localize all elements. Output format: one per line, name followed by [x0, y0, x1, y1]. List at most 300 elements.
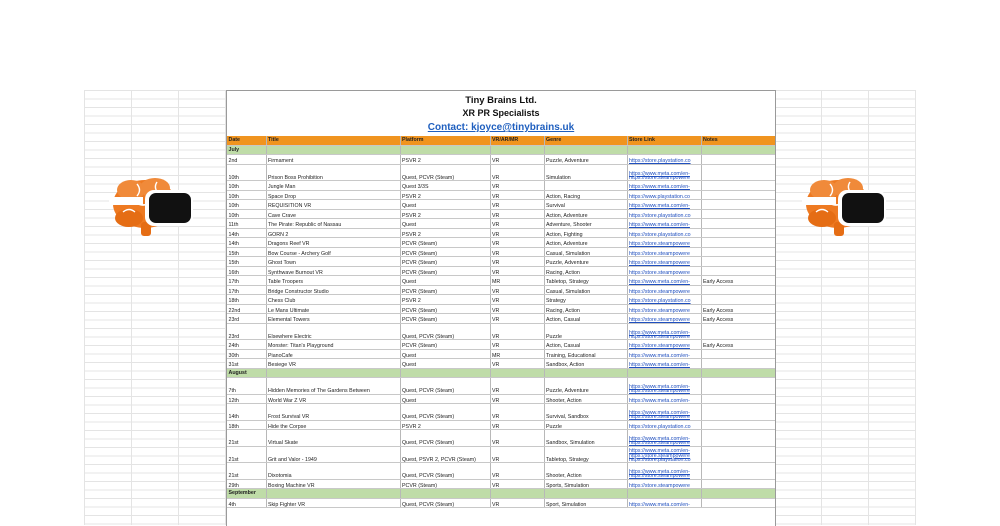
cell-type: VR: [490, 446, 544, 463]
table-row: [227, 295, 775, 305]
store-link[interactable]: https://store.steampowere: [629, 241, 690, 247]
month-filler-cell: [627, 368, 701, 378]
month-filler-cell: [544, 368, 627, 378]
cell-title: Bow Course - Archery Golf: [266, 247, 400, 257]
background-grid-left: [84, 90, 226, 525]
cell-genre: Survival, Sandbox: [544, 404, 627, 421]
cell-title: Bridge Constructor Studio: [266, 285, 400, 295]
store-link[interactable]: https://store.steampowere: [629, 174, 690, 181]
store-link[interactable]: https://www.meta.com/en-: [629, 329, 690, 336]
cell-notes: [701, 295, 775, 305]
cell-type: VR: [490, 181, 544, 191]
cell-store-link: [627, 349, 701, 359]
store-link[interactable]: https://store.steampowere: [629, 288, 690, 295]
cell-date: 30th: [227, 349, 266, 359]
store-link[interactable]: https://www.meta.com/en-: [629, 436, 690, 443]
cell-store-link: [627, 228, 701, 238]
cell-notes: [701, 219, 775, 229]
cell-genre: Casual, Simulation: [544, 247, 627, 257]
cell-title: Hidden Memories of The Gardens Between: [266, 378, 400, 395]
cell-type: VR: [490, 266, 544, 276]
store-link[interactable]: https://store.playstation.co: [629, 212, 691, 219]
release-schedule-sheet: [226, 90, 776, 526]
cell-genre: Strategy: [544, 295, 627, 305]
store-link[interactable]: https://www.meta.com/en-: [629, 352, 690, 359]
cell-platform: PSVR 2: [400, 190, 490, 200]
cell-store-link: [627, 430, 701, 447]
cell-title: Virtual Skate: [266, 430, 400, 447]
cell-type: VR: [490, 340, 544, 350]
release-table: [227, 136, 776, 508]
cell-genre: Simulation: [544, 164, 627, 181]
cell-date: 10th: [227, 200, 266, 210]
cell-store-link: [627, 190, 701, 200]
store-link[interactable]: https://www.meta.com/en-: [629, 279, 690, 285]
cell-date: 18th: [227, 420, 266, 430]
cell-date: 14th: [227, 238, 266, 248]
cell-genre: Action, Fighting: [544, 228, 627, 238]
store-link[interactable]: https://www.meta.com/en-: [629, 184, 690, 190]
cell-title: Elemental Towers: [266, 314, 400, 324]
table-row: [227, 340, 775, 350]
cell-genre: Sandbox, Action: [544, 359, 627, 369]
contact-email-link[interactable]: Contact: kjoyce@tinybrains.uk: [427, 122, 575, 133]
table-row: [227, 181, 775, 191]
cell-store-link: [627, 359, 701, 369]
cell-platform: Quest: [400, 394, 490, 404]
cell-store-link: [627, 219, 701, 229]
cell-title: Frost Survival VR: [266, 404, 400, 421]
month-filler-cell: [701, 368, 775, 378]
month-filler-cell: [544, 145, 627, 155]
cell-platform: PSVR 2: [400, 420, 490, 430]
cell-type: VR: [490, 304, 544, 314]
cell-platform: PSVR 2: [400, 228, 490, 238]
cell-notes: [701, 155, 775, 165]
cell-date: 14th: [227, 228, 266, 238]
cell-title: Besiege VR: [266, 359, 400, 369]
cell-platform: PCVR (Steam): [400, 479, 490, 489]
cell-store-link: [627, 247, 701, 257]
store-link[interactable]: https://www.meta.com/en-: [629, 448, 690, 455]
column-header: Title: [266, 136, 400, 145]
month-label: September: [227, 489, 266, 499]
cell-store-link: [627, 155, 701, 165]
cell-notes: [701, 479, 775, 489]
cell-notes: [701, 266, 775, 276]
cell-store-link: [627, 200, 701, 210]
cell-date: 29th: [227, 479, 266, 489]
cell-date: 15th: [227, 257, 266, 267]
store-link[interactable]: https://store.steampowere: [629, 388, 690, 394]
cell-date: 31st: [227, 359, 266, 369]
cell-platform: PSVR 2: [400, 209, 490, 219]
cell-date: 17th: [227, 276, 266, 286]
table-row: [227, 446, 775, 463]
cell-title: Dixotomia: [266, 463, 400, 480]
cell-genre: Puzzle, Adventure: [544, 257, 627, 267]
cell-genre: [544, 181, 627, 191]
cell-title: Firmament: [266, 155, 400, 165]
cell-platform: Quest: [400, 219, 490, 229]
cell-platform: Quest, PCVR (Steam): [400, 378, 490, 395]
cell-notes: [701, 349, 775, 359]
column-header: Platform: [400, 136, 490, 145]
cell-date: 15th: [227, 247, 266, 257]
cell-type: VR: [490, 404, 544, 421]
cell-platform: Quest: [400, 200, 490, 210]
month-row: [227, 368, 775, 378]
month-filler-cell: [400, 145, 490, 155]
cell-type: VR: [490, 238, 544, 248]
cell-date: 24th: [227, 340, 266, 350]
cell-store-link: [627, 209, 701, 219]
table-row: [227, 164, 775, 181]
cell-notes: [701, 404, 775, 421]
cell-title: Boxing Machine VR: [266, 479, 400, 489]
store-link[interactable]: https://store.playstation.co: [629, 456, 691, 463]
cell-date: 7th: [227, 378, 266, 395]
cell-date: 18th: [227, 295, 266, 305]
company-subtitle: XR PR Specialists: [462, 108, 540, 118]
cell-date: 10th: [227, 164, 266, 181]
cell-date: 23rd: [227, 314, 266, 324]
cell-platform: Quest 3/3S: [400, 181, 490, 191]
cell-genre: Racing, Action: [544, 304, 627, 314]
table-row: [227, 266, 775, 276]
cell-notes: [701, 323, 775, 340]
store-link[interactable]: https://www.meta.com/en-: [629, 222, 690, 228]
month-filler-cell: [701, 145, 775, 155]
cell-platform: PCVR (Steam): [400, 304, 490, 314]
cell-type: VR: [490, 209, 544, 219]
cell-date: 10th: [227, 190, 266, 200]
cell-notes: [701, 285, 775, 295]
cell-store-link: [627, 498, 701, 508]
cell-date: 22nd: [227, 304, 266, 314]
month-label: August: [227, 368, 266, 378]
cell-title: Le Mans Ultimate: [266, 304, 400, 314]
store-link[interactable]: https://store.steampowere: [629, 269, 690, 276]
cell-date: 21st: [227, 430, 266, 447]
store-link[interactable]: https://store.steampowere: [629, 452, 690, 459]
cell-platform: PSVR 2: [400, 155, 490, 165]
cell-notes: [701, 181, 775, 191]
store-link[interactable]: https://www.meta.com/en-: [629, 362, 690, 368]
cell-title: Hide the Corpse: [266, 420, 400, 430]
table-row: [227, 228, 775, 238]
table-row: [227, 209, 775, 219]
cell-platform: PCVR (Steam): [400, 238, 490, 248]
cell-type: MR: [490, 276, 544, 286]
cell-title: Space Drop: [266, 190, 400, 200]
cell-platform: Quest, PCVR (Steam): [400, 164, 490, 181]
cell-platform: PCVR (Steam): [400, 285, 490, 295]
table-row: [227, 304, 775, 314]
month-filler-cell: [266, 368, 400, 378]
store-link[interactable]: https://www.playstation.co: [629, 193, 690, 200]
cell-genre: Puzzle, Adventure: [544, 378, 627, 395]
table-row: [227, 420, 775, 430]
table-row: [227, 359, 775, 369]
cell-type: VR: [490, 498, 544, 508]
table-row: [227, 314, 775, 324]
company-name: Tiny Brains Ltd.: [465, 95, 537, 106]
cell-genre: Casual, Simulation: [544, 285, 627, 295]
table-row: [227, 404, 775, 421]
cell-platform: Quest, PCVR (Steam): [400, 463, 490, 480]
cell-store-link: [627, 164, 701, 181]
cell-store-link: [627, 340, 701, 350]
cell-notes: [701, 257, 775, 267]
cell-genre: Action, Adventure: [544, 209, 627, 219]
month-row: [227, 489, 775, 499]
table-row: [227, 276, 775, 286]
cell-title: GORN 2: [266, 228, 400, 238]
cell-title: Elsewhere Electric: [266, 323, 400, 340]
cell-title: Grit and Valor - 1949: [266, 446, 400, 463]
table-row: [227, 323, 775, 340]
table-row: [227, 285, 775, 295]
store-link[interactable]: https://store.steampowere: [629, 250, 690, 257]
cell-notes: [701, 498, 775, 508]
month-filler-cell: [490, 145, 544, 155]
month-filler-cell: [266, 489, 400, 499]
month-label: July: [227, 145, 266, 155]
cell-type: VR: [490, 394, 544, 404]
cell-notes: [701, 247, 775, 257]
cell-store-link: [627, 314, 701, 324]
cell-notes: [701, 190, 775, 200]
cell-date: 2nd: [227, 155, 266, 165]
cell-title: Cave Crave: [266, 209, 400, 219]
cell-store-link: [627, 404, 701, 421]
column-header: Notes: [701, 136, 775, 145]
cell-notes: [701, 446, 775, 463]
cell-genre: Tabletop, Strategy: [544, 446, 627, 463]
cell-store-link: [627, 394, 701, 404]
column-header: Store Link: [627, 136, 701, 145]
store-link[interactable]: https://www.meta.com/en-: [629, 469, 690, 476]
store-link[interactable]: https://store.steampowere: [629, 260, 690, 266]
cell-notes: [701, 228, 775, 238]
store-link[interactable]: https://store.steampowere: [629, 343, 690, 349]
cell-store-link: [627, 378, 701, 395]
cell-type: VR: [490, 285, 544, 295]
cell-platform: Quest, PCVR (Steam): [400, 498, 490, 508]
cell-genre: Action, Casual: [544, 340, 627, 350]
cell-genre: Puzzle: [544, 323, 627, 340]
table-row: [227, 238, 775, 248]
cell-genre: Adventure, Shooter: [544, 219, 627, 229]
cell-genre: Puzzle: [544, 420, 627, 430]
cell-platform: PCVR (Steam): [400, 266, 490, 276]
cell-notes: Early Access: [701, 314, 775, 324]
cell-store-link: [627, 420, 701, 430]
cell-store-link: [627, 295, 701, 305]
month-filler-cell: [490, 489, 544, 499]
cell-type: VR: [490, 430, 544, 447]
cell-genre: Sandbox, Simulation: [544, 430, 627, 447]
cell-store-link: [627, 257, 701, 267]
cell-platform: Quest, PCVR (Steam): [400, 323, 490, 340]
store-link[interactable]: https://www.meta.com/en-: [629, 397, 690, 404]
cell-platform: PCVR (Steam): [400, 257, 490, 267]
cell-type: VR: [490, 228, 544, 238]
cell-title: Prison Boss Prohibition: [266, 164, 400, 181]
cell-date: 14th: [227, 404, 266, 421]
background-grid-right: [774, 90, 916, 525]
cell-platform: PSVR 2: [400, 295, 490, 305]
table-row: [227, 219, 775, 229]
cell-type: VR: [490, 200, 544, 210]
month-filler-cell: [400, 368, 490, 378]
store-link[interactable]: https://store.playstation.co: [629, 158, 691, 164]
cell-genre: Action, Casual: [544, 314, 627, 324]
table-row: [227, 498, 775, 508]
cell-store-link: [627, 463, 701, 480]
month-filler-cell: [627, 489, 701, 499]
month-filler-cell: [266, 145, 400, 155]
store-link[interactable]: https://www.meta.com/en-: [629, 501, 690, 508]
cell-platform: Quest: [400, 359, 490, 369]
cell-notes: [701, 463, 775, 480]
cell-notes: [701, 359, 775, 369]
cell-genre: Sports, Simulation: [544, 479, 627, 489]
cell-store-link: [627, 276, 701, 286]
cell-genre: Shooter, Action: [544, 394, 627, 404]
cell-type: VR: [490, 463, 544, 480]
cell-platform: Quest, PSVR 2, PCVR (Steam): [400, 446, 490, 463]
month-filler-cell: [701, 489, 775, 499]
store-link[interactable]: https://www.meta.com/en-: [629, 384, 690, 391]
store-link[interactable]: https://www.meta.com/en-: [629, 410, 690, 417]
column-header: Genre: [544, 136, 627, 145]
cell-notes: Early Access: [701, 276, 775, 286]
cell-genre: Tabletop, Strategy: [544, 276, 627, 286]
cell-date: 12th: [227, 394, 266, 404]
table-row: [227, 463, 775, 480]
cell-title: The Pirate: Republic of Nassau: [266, 219, 400, 229]
cell-genre: Puzzle, Adventure: [544, 155, 627, 165]
cell-store-link: [627, 304, 701, 314]
cell-type: MR: [490, 349, 544, 359]
store-link[interactable]: https://store.steampowere: [629, 482, 690, 489]
table-row: [227, 200, 775, 210]
cell-store-link: [627, 323, 701, 340]
cell-title: Jungle Man: [266, 181, 400, 191]
cell-type: VR: [490, 219, 544, 229]
cell-type: VR: [490, 359, 544, 369]
cell-store-link: [627, 479, 701, 489]
table-row: [227, 479, 775, 489]
cell-title: Table Troopers: [266, 276, 400, 286]
cell-platform: PCVR (Steam): [400, 340, 490, 350]
cell-store-link: [627, 446, 701, 463]
cell-genre: Survival: [544, 200, 627, 210]
vr-brain-logo-right: [800, 172, 888, 240]
month-row: [227, 145, 775, 155]
table-row: [227, 430, 775, 447]
cell-type: VR: [490, 295, 544, 305]
table-row: [227, 190, 775, 200]
table-row: [227, 155, 775, 165]
cell-notes: [701, 164, 775, 181]
cell-date: 17th: [227, 285, 266, 295]
table-row: [227, 247, 775, 257]
cell-genre: Action, Adventure: [544, 238, 627, 248]
cell-platform: Quest, PCVR (Steam): [400, 404, 490, 421]
cell-type: VR: [490, 164, 544, 181]
cell-notes: [701, 378, 775, 395]
store-link[interactable]: https://store.playstation.co: [629, 231, 691, 238]
cell-date: 4th: [227, 498, 266, 508]
cell-type: VR: [490, 190, 544, 200]
vr-brain-logo-left: [107, 172, 195, 240]
cell-genre: Racing, Action: [544, 266, 627, 276]
cell-genre: Training, Educational: [544, 349, 627, 359]
cell-date: 16th: [227, 266, 266, 276]
cell-type: VR: [490, 155, 544, 165]
cell-date: 21st: [227, 463, 266, 480]
cell-type: VR: [490, 247, 544, 257]
cell-platform: PCVR (Steam): [400, 247, 490, 257]
cell-notes: [701, 238, 775, 248]
table-row: [227, 349, 775, 359]
cell-date: 21st: [227, 446, 266, 463]
cell-store-link: [627, 181, 701, 191]
month-filler-cell: [627, 145, 701, 155]
cell-type: VR: [490, 378, 544, 395]
cell-genre: Shooter, Action: [544, 463, 627, 480]
store-link[interactable]: https://store.steampowere: [629, 473, 690, 479]
cell-notes: [701, 200, 775, 210]
store-link[interactable]: https://store.steampowere: [629, 414, 690, 420]
cell-title: Skip Fighter VR: [266, 498, 400, 508]
cell-title: Monster: Titan's Playground: [266, 340, 400, 350]
store-link[interactable]: https://www.meta.com/en-: [629, 170, 690, 177]
cell-notes: [701, 209, 775, 219]
cell-store-link: [627, 266, 701, 276]
cell-title: Synthwave Burnout VR: [266, 266, 400, 276]
store-link[interactable]: https://store.steampowere: [629, 440, 690, 446]
column-header: VR/AR/MR: [490, 136, 544, 145]
month-filler-cell: [400, 489, 490, 499]
cell-notes: Early Access: [701, 340, 775, 350]
cell-title: Ghost Town: [266, 257, 400, 267]
store-link[interactable]: https://store.playstation.co: [629, 298, 691, 304]
store-link[interactable]: https://store.steampowere: [629, 333, 690, 340]
cell-type: VR: [490, 314, 544, 324]
cell-platform: Quest: [400, 276, 490, 286]
cell-date: 11th: [227, 219, 266, 229]
cell-platform: PCVR (Steam): [400, 314, 490, 324]
store-link[interactable]: https://store.playstation.co: [629, 423, 691, 430]
month-filler-cell: [544, 489, 627, 499]
cell-type: VR: [490, 420, 544, 430]
store-link[interactable]: https://store.steampowere: [629, 317, 690, 323]
table-row: [227, 257, 775, 267]
cell-genre: Action, Racing: [544, 190, 627, 200]
cell-date: 23rd: [227, 323, 266, 340]
cell-type: VR: [490, 257, 544, 267]
cell-store-link: [627, 238, 701, 248]
store-link[interactable]: https://www.meta.com/en-: [629, 203, 690, 209]
cell-title: Chess Club: [266, 295, 400, 305]
table-row: [227, 394, 775, 404]
cell-title: World War Z VR: [266, 394, 400, 404]
store-link[interactable]: https://store.steampowere: [629, 307, 690, 314]
